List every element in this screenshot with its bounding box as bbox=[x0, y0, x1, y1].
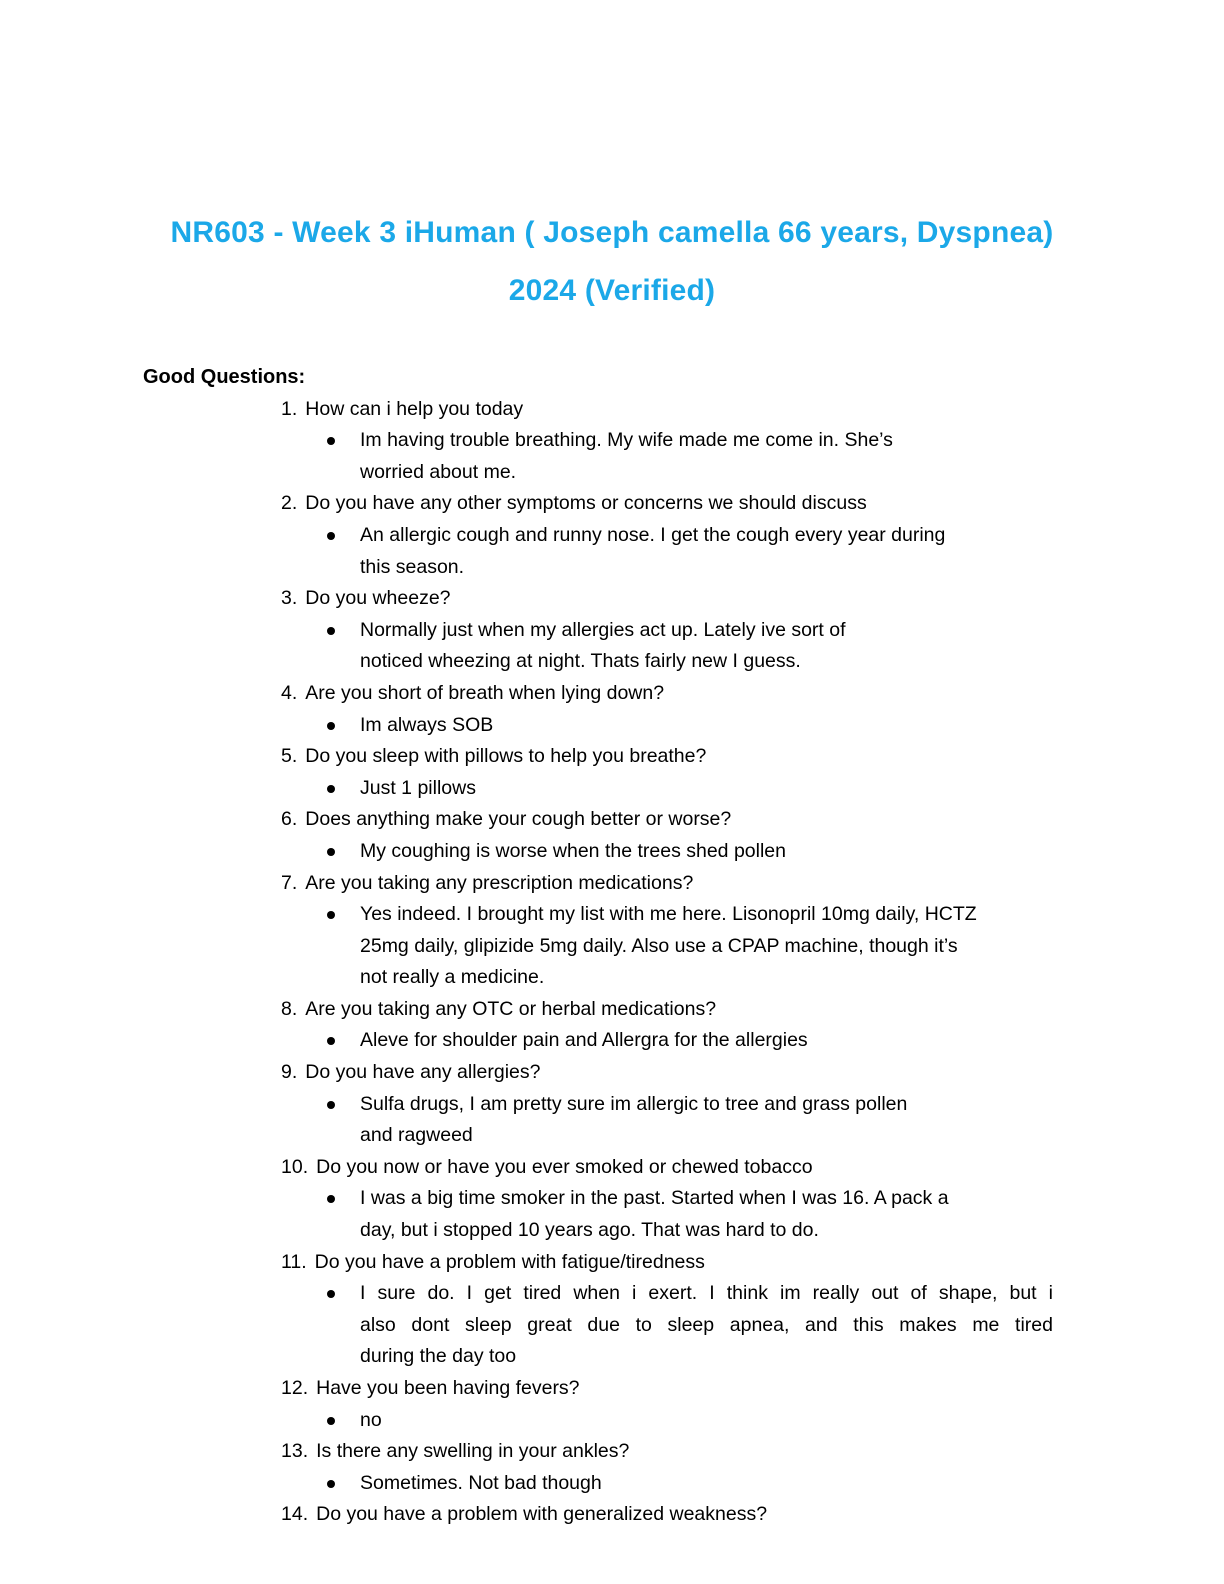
answer-item bbox=[0, 615, 1224, 678]
bullet-icon bbox=[327, 1101, 335, 1109]
question-text: Does anything make your cough better or worse? bbox=[305, 808, 732, 831]
answer-line: Just 1 pillows bbox=[360, 776, 476, 799]
answer-item bbox=[0, 1089, 1224, 1152]
question-item bbox=[0, 1436, 1224, 1499]
question-number: 13. bbox=[281, 1440, 309, 1463]
question-item bbox=[0, 1152, 1224, 1247]
answer-text bbox=[360, 1468, 1053, 1500]
question-text: Do you sleep with pillows to help you breathe? bbox=[305, 745, 707, 768]
answer-line: during the day too bbox=[360, 1345, 517, 1368]
question-text: Do you have a problem with generalized weakness? bbox=[316, 1503, 768, 1526]
answer-text bbox=[360, 425, 1053, 488]
answer-text bbox=[360, 615, 1053, 678]
question-text: Have you been having fevers? bbox=[316, 1377, 580, 1399]
question-number: 1. bbox=[281, 397, 298, 420]
answer-text bbox=[360, 1278, 1053, 1373]
question-text: Are you short of breath when lying down? bbox=[305, 681, 665, 704]
question-text: Do you wheeze? bbox=[305, 587, 451, 610]
document-title bbox=[0, 0, 1224, 320]
answer-line: this season. bbox=[360, 555, 465, 578]
answer-item bbox=[0, 710, 1224, 742]
question-number: 4. bbox=[281, 681, 298, 704]
question-text: Do you have any allergies? bbox=[305, 1061, 541, 1084]
section-heading: Good Questions: bbox=[143, 366, 306, 388]
bullet-icon bbox=[327, 848, 335, 856]
bullet-icon bbox=[327, 437, 335, 445]
question-item bbox=[0, 1057, 1224, 1152]
answer-item bbox=[0, 836, 1224, 868]
question-number: 3. bbox=[281, 587, 298, 610]
bullet-icon bbox=[327, 911, 335, 919]
answer-line: Aleve for shoulder pain and Allergra for the allergies bbox=[360, 1029, 808, 1052]
question-number: 11. bbox=[281, 1250, 307, 1273]
question-number: 7. bbox=[281, 871, 298, 894]
answer-text bbox=[360, 1405, 1053, 1437]
answer-item bbox=[0, 1183, 1224, 1246]
question-item bbox=[0, 1373, 1224, 1436]
bullet-icon bbox=[327, 722, 335, 730]
answer-text bbox=[360, 520, 1053, 583]
question-item bbox=[0, 804, 1224, 867]
question-item bbox=[0, 741, 1224, 804]
question-number: 10. bbox=[281, 1155, 309, 1178]
question-item bbox=[0, 678, 1224, 741]
answer-line: day, but i stopped 10 years ago. That was hard to do. bbox=[360, 1219, 819, 1242]
question-item bbox=[0, 994, 1224, 1057]
question-item bbox=[0, 583, 1224, 678]
answer-item bbox=[0, 1278, 1224, 1373]
question-text: Do you have a problem with fatigue/tiredness bbox=[314, 1250, 705, 1273]
question-text: Are you taking any OTC or herbal medications? bbox=[305, 997, 717, 1020]
answer-line: noticed wheezing at night. Thats fairly new I guess. bbox=[360, 650, 801, 673]
question-text: Do you have any other symptoms or concerns we should discuss bbox=[305, 492, 867, 515]
bullet-icon bbox=[327, 627, 335, 635]
question-number: 9. bbox=[281, 1061, 298, 1084]
answer-text bbox=[360, 710, 1053, 742]
question-number: 5. bbox=[281, 745, 298, 768]
bullet-icon bbox=[327, 532, 335, 540]
title-line-2: 2024 (Verified) bbox=[508, 274, 716, 307]
question-item bbox=[0, 868, 1224, 994]
question-number: 14. bbox=[281, 1503, 309, 1526]
answer-line: Yes indeed. I brought my list with me here. Lisonopril 10mg daily, HCTZ bbox=[360, 903, 977, 926]
question-text: Are you taking any prescription medications? bbox=[305, 871, 694, 894]
question-text: Do you now or have you ever smoked or chewed tobacco bbox=[316, 1155, 813, 1178]
answer-line: My coughing is worse when the trees shed pollen bbox=[360, 839, 786, 862]
answer-line: Sulfa drugs, I am pretty sure im allergic to tree and grass pollen bbox=[360, 1092, 908, 1115]
bullet-icon bbox=[327, 1290, 335, 1298]
question-list bbox=[0, 394, 1224, 1531]
question-number: 2. bbox=[281, 492, 298, 515]
answer-item bbox=[0, 773, 1224, 805]
question-item bbox=[0, 394, 1224, 489]
answer-text bbox=[360, 1089, 1053, 1152]
bullet-icon bbox=[327, 785, 335, 793]
answer-item bbox=[0, 1025, 1224, 1057]
answer-line: and ragweed bbox=[360, 1124, 473, 1147]
bullet-icon bbox=[327, 1480, 335, 1488]
answer-text bbox=[360, 773, 1053, 805]
answer-item bbox=[0, 425, 1224, 488]
question-number: 12. bbox=[281, 1377, 309, 1399]
answer-line: no bbox=[360, 1408, 382, 1431]
answer-item bbox=[0, 1468, 1224, 1500]
title-line-1: NR603 - Week 3 iHuman ( Joseph camella 66 years, Dyspnea) bbox=[170, 216, 1054, 249]
answer-text bbox=[360, 1183, 1053, 1246]
question-item bbox=[0, 1499, 1224, 1531]
bullet-icon bbox=[327, 1037, 335, 1045]
answer-line: I sure do. I get tired when i exert. I think im really out of shape, but i bbox=[360, 1282, 1053, 1305]
question-item bbox=[0, 1247, 1224, 1373]
answer-line: not really a medicine. bbox=[360, 966, 545, 989]
answer-line: worried about me. bbox=[360, 460, 517, 483]
question-number: 6. bbox=[281, 808, 298, 831]
answer-line: Normally just when my allergies act up. Lately ive sort of bbox=[360, 618, 846, 641]
answer-line: 25mg daily, glipizide 5mg daily. Also use a CPAP machine, though it’s bbox=[360, 934, 958, 957]
answer-line: Im always SOB bbox=[360, 713, 494, 736]
answer-text bbox=[360, 899, 1053, 994]
answer-text bbox=[360, 836, 1053, 868]
bullet-icon bbox=[327, 1195, 335, 1203]
answer-item bbox=[0, 899, 1224, 994]
bullet-icon bbox=[327, 1417, 335, 1425]
question-item bbox=[0, 488, 1224, 583]
answer-line: Im having trouble breathing. My wife made me come in. She’s bbox=[360, 429, 893, 452]
answer-item bbox=[0, 1405, 1224, 1437]
question-text: Is there any swelling in your ankles? bbox=[316, 1440, 630, 1463]
answer-text bbox=[360, 1025, 1053, 1057]
answer-line: also dont sleep great due to sleep apnea, and this makes me tired bbox=[360, 1313, 1053, 1336]
answer-line: Sometimes. Not bad though bbox=[360, 1471, 602, 1494]
answer-line: An allergic cough and runny nose. I get the cough every year during bbox=[360, 523, 946, 546]
question-text: How can i help you today bbox=[305, 397, 524, 420]
answer-item bbox=[0, 520, 1224, 583]
answer-line: I was a big time smoker in the past. Started when I was 16. A pack a bbox=[360, 1187, 949, 1210]
question-number: 8. bbox=[281, 997, 298, 1020]
